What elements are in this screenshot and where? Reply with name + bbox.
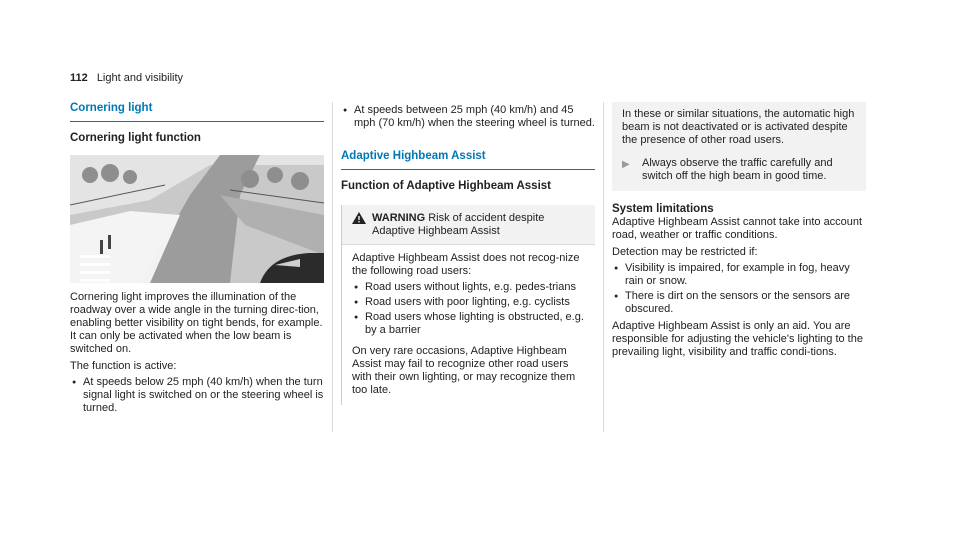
active-conditions-list-continued: [341, 104, 595, 130]
section-title-cornering-light: Cornering light: [70, 102, 324, 122]
warning-header: [342, 205, 595, 245]
subtitle-cornering-light-function: Cornering light function: [70, 132, 201, 144]
warning-box: [341, 205, 595, 405]
aid-responsibility-paragraph: Adaptive Highbeam Assist is only an aid. You are responsible for adjusting the vehicle's lighting to the prevailing light, visibility and traffic condi-tions.: [612, 320, 863, 358]
road-scene-image: [70, 155, 324, 283]
cornering-light-illustration: [70, 155, 324, 283]
warning-box-continued: [612, 102, 866, 191]
limitations-paragraph: Adaptive Highbeam Assist cannot take into account road, weather or traffic conditions.: [612, 216, 863, 241]
warning-headline: Risk of accident despite Adaptive Highbeam Assist: [372, 212, 545, 237]
section-name: Light and visibility: [96, 72, 184, 84]
undetected-road-users-list: [352, 281, 587, 337]
warning-signal-word: WARNING: [372, 212, 426, 224]
detection-restrictions-list: [612, 262, 866, 316]
warning-paragraph-rare: On very rare occasions, Adaptive Highbeam Assist may fail to recognize other road users with their own lighting, or may recognize them too late.: [352, 345, 576, 396]
subtitle-function-adaptive-highbeam: Function of Adaptive Highbeam Assist: [341, 180, 551, 192]
list-item: ● Visibility is impaired, for example in fog, heavy rain or snow.: [612, 262, 866, 288]
arrow-right-icon: ▶: [622, 159, 630, 170]
detection-restricted-label: Detection may be restricted if:: [612, 246, 758, 258]
cornering-light-description: Cornering light improves the illumination of the roadway over a wide angle in the turning direc-tion, enabling better visibility on tight bends, for example. It can only be activated when the low beam is switched on.: [70, 291, 323, 355]
list-item: ● At speeds below 25 mph (40 km/h) when the turn signal light is switched on or the steering wheel is turned.: [70, 376, 324, 415]
column-cornering-light: [70, 102, 324, 415]
column-divider: [603, 102, 604, 432]
function-active-label: The function is active:: [70, 360, 177, 372]
warning-triangle-icon: [352, 212, 366, 228]
list-item: ● Road users without lights, e.g. pedes-trians: [352, 281, 587, 294]
action-instruction: [622, 157, 856, 183]
column-system-limitations: [612, 102, 866, 359]
warning-body: [341, 245, 595, 405]
list-item: ● Road users with poor lighting, e.g. cyclists: [352, 296, 587, 309]
list-item: ● At speeds between 25 mph (40 km/h) and 45 mph (70 km/h) when the steering wheel is turned.: [341, 104, 595, 130]
list-item: ● Road users whose lighting is obstructed, e.g. by a barrier: [352, 311, 587, 337]
subtitle-system-limitations: System limitations: [612, 203, 714, 215]
page-number: 112: [70, 72, 88, 84]
active-conditions-list: [70, 376, 324, 415]
column-adaptive-highbeam: [341, 102, 595, 405]
column-divider: [332, 102, 333, 432]
list-item: ● There is dirt on the sensors or the sensors are obscured.: [612, 290, 866, 316]
action-text: Always observe the traffic carefully and switch off the high beam in good time.: [642, 157, 833, 182]
page-header: [70, 72, 183, 84]
warning-paragraph: Adaptive Highbeam Assist does not recog-nize the following road users:: [352, 252, 580, 277]
section-title-adaptive-highbeam: Adaptive Highbeam Assist: [341, 150, 595, 170]
box-paragraph: In these or similar situations, the automatic high beam is not deactivated or is activated despite the presence of other road users.: [622, 108, 855, 146]
